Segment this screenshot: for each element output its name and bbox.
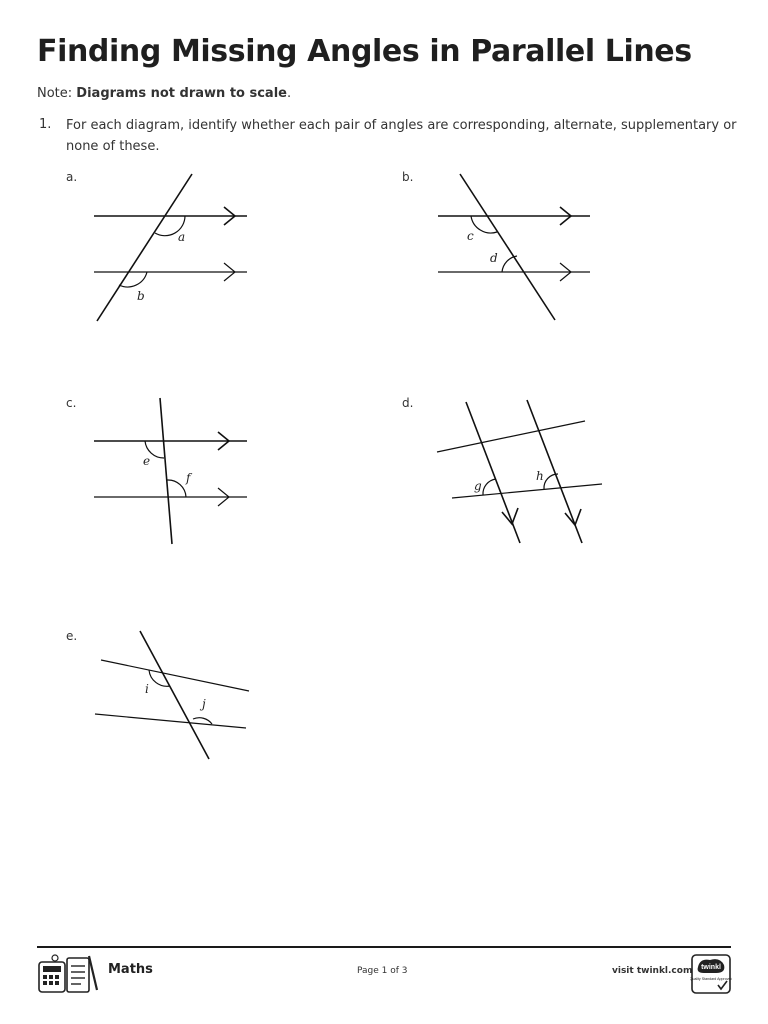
note-end: . bbox=[286, 86, 292, 101]
diagram-c-label: c. bbox=[66, 396, 77, 410]
question-number: 1. bbox=[39, 117, 52, 132]
angle-label-j: j bbox=[202, 697, 206, 711]
note-text: Diagrams not drawn to scale bbox=[76, 86, 287, 101]
svg-text:twinkl: twinkl bbox=[701, 964, 721, 971]
diagram-a-label: a. bbox=[66, 170, 78, 184]
angle-label-c: c bbox=[467, 229, 474, 243]
angle-label-f: f bbox=[186, 471, 191, 485]
line-bottom bbox=[95, 714, 246, 728]
diagram-b-label: b. bbox=[402, 170, 414, 184]
angle-label-g: g bbox=[474, 479, 482, 493]
angle-label-i: i bbox=[145, 682, 149, 696]
diagram-d-label: d. bbox=[402, 396, 414, 410]
angle-label-a: a bbox=[178, 230, 186, 244]
maths-icon bbox=[37, 954, 99, 996]
diagram-e-label: e. bbox=[66, 629, 78, 643]
angle-label-d: d bbox=[490, 251, 498, 265]
transversal bbox=[140, 631, 209, 759]
page-title: Finding Missing Angles in Parallel Lines bbox=[37, 34, 692, 69]
note-label: Note: bbox=[37, 86, 73, 101]
question-text: For each diagram, identify whether each pair of angles are corresponding, alternate, supplementary or none of these. bbox=[66, 118, 737, 154]
angle-label-e: e bbox=[143, 454, 151, 468]
page-number: Page 1 of 3 bbox=[357, 966, 408, 976]
line-top bbox=[101, 660, 249, 691]
footer-rule bbox=[37, 946, 731, 948]
angle-label-b: b bbox=[137, 289, 145, 303]
visit-link[interactable]: visit twinkl.com bbox=[612, 966, 693, 976]
subject-label: Maths bbox=[108, 962, 153, 977]
angle-label-h: h bbox=[536, 469, 544, 483]
twinkl-quality-badge bbox=[690, 953, 732, 995]
badge-text: Quality Standard Approved bbox=[690, 977, 732, 981]
